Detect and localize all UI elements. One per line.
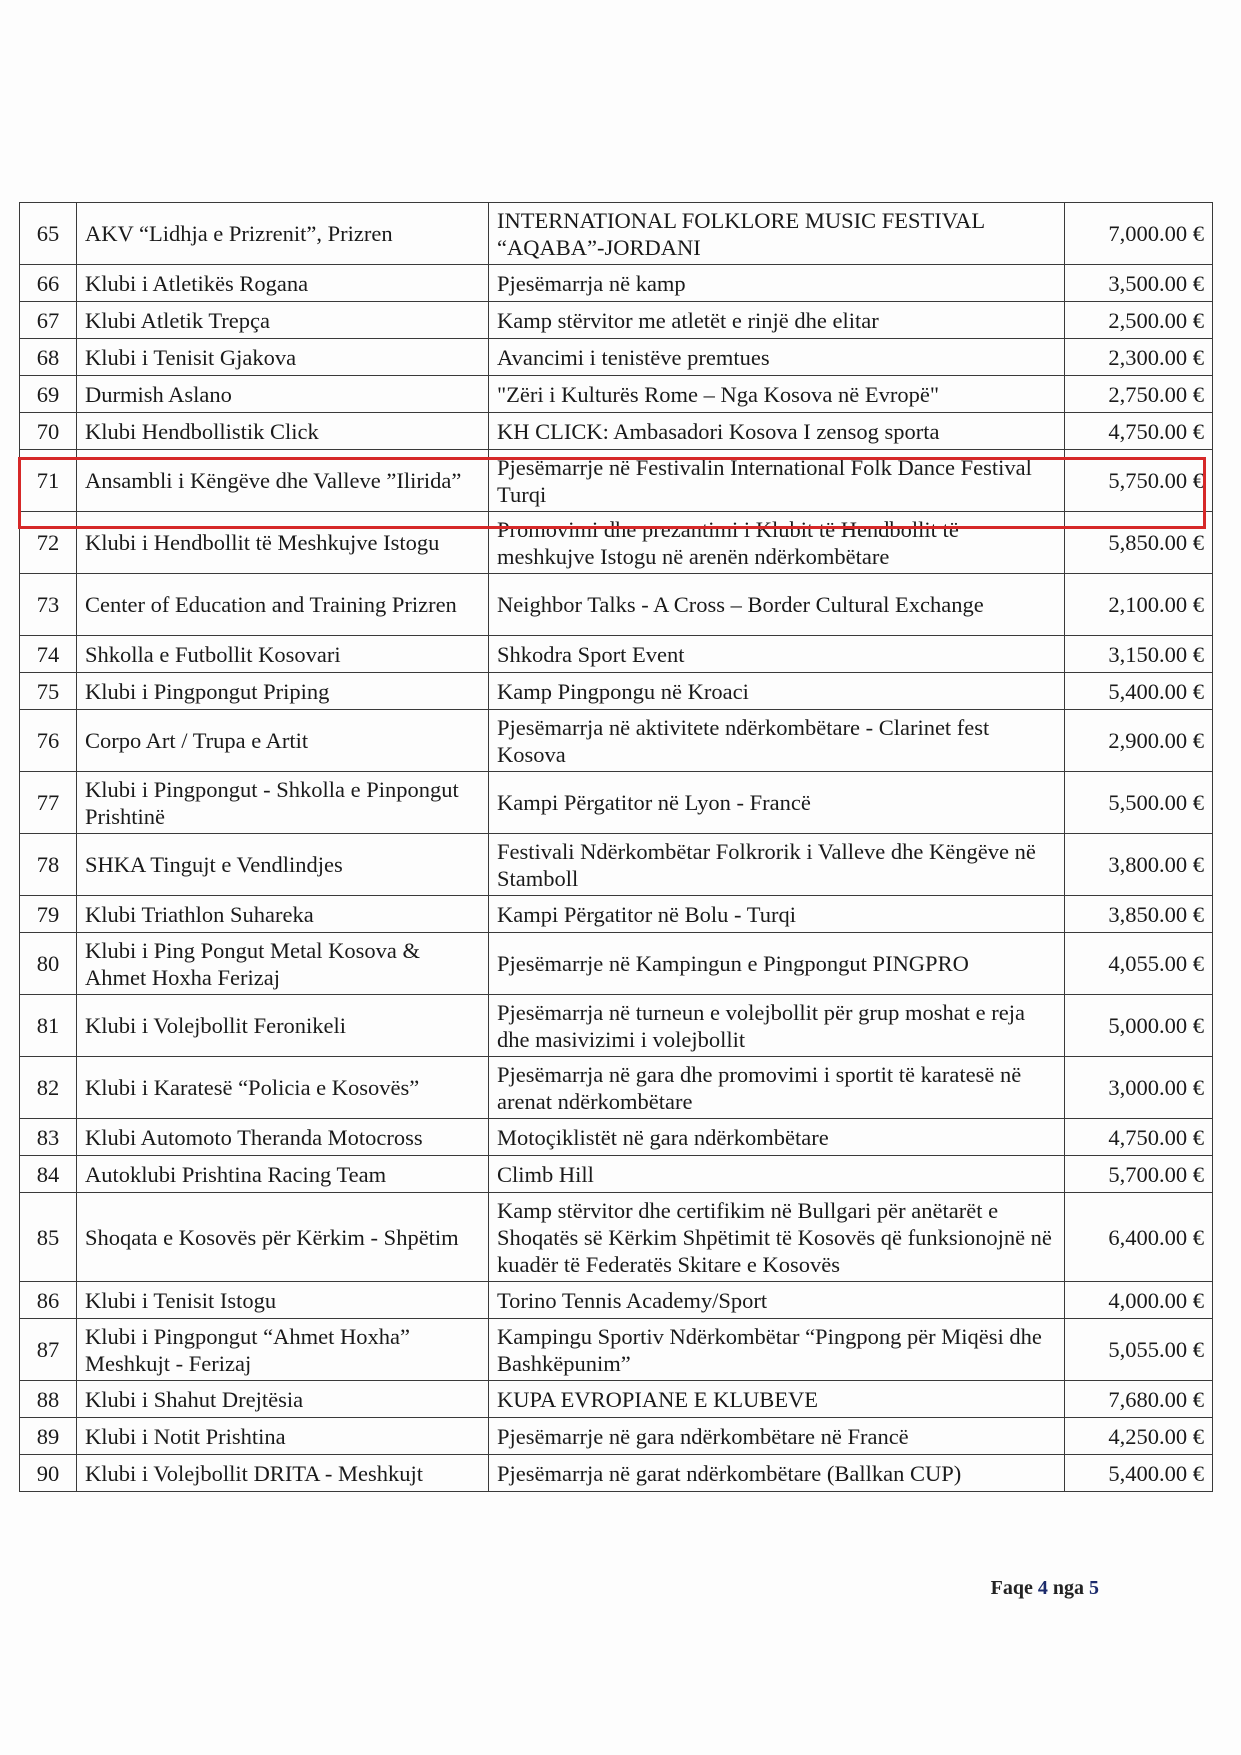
- organization-name: Klubi Triathlon Suhareka: [77, 896, 489, 933]
- amount: 4,750.00 €: [1065, 413, 1213, 450]
- activity-description: Kamp stërvitor me atletët e rinjë dhe elitar: [489, 302, 1065, 339]
- table-row: [20, 302, 1213, 339]
- amount: 3,800.00 €: [1065, 834, 1213, 896]
- table-row: [20, 1156, 1213, 1193]
- activity-description: Pjesëmarrje në Festivalin International Folk Dance Festival Turqi: [489, 450, 1065, 512]
- amount: 5,850.00 €: [1065, 512, 1213, 574]
- organization-name: Shoqata e Kosovës për Kërkim - Shpëtim: [77, 1193, 489, 1282]
- amount: 2,500.00 €: [1065, 302, 1213, 339]
- table-row: [20, 376, 1213, 413]
- organization-name: Center of Education and Training Prizren: [77, 574, 489, 636]
- activity-description: Kamp Pingpongu në Kroaci: [489, 673, 1065, 710]
- amount: 2,750.00 €: [1065, 376, 1213, 413]
- table-row: [20, 1057, 1213, 1119]
- table-row: [20, 710, 1213, 772]
- organization-name: Shkolla e Futbollit Kosovari: [77, 636, 489, 673]
- row-number: 77: [20, 772, 77, 834]
- row-number: 84: [20, 1156, 77, 1193]
- table-row: [20, 265, 1213, 302]
- organization-name: Klubi i Hendbollit të Meshkujve Istogu: [77, 512, 489, 574]
- row-number: 70: [20, 413, 77, 450]
- table-row: [20, 574, 1213, 636]
- table-row: [20, 1193, 1213, 1282]
- row-number: 88: [20, 1381, 77, 1418]
- row-number: 86: [20, 1282, 77, 1319]
- row-number: 71: [20, 450, 77, 512]
- table-row: [20, 772, 1213, 834]
- organization-name: Klubi i Tenisit Istogu: [77, 1282, 489, 1319]
- organization-name: Ansambli i Këngëve dhe Valleve ”Ilirida”: [77, 450, 489, 512]
- table-row: [20, 636, 1213, 673]
- organization-name: Klubi i Pingpongut - Shkolla e Pinpongut Prishtinë: [77, 772, 489, 834]
- amount: 3,500.00 €: [1065, 265, 1213, 302]
- activity-description: Shkodra Sport Event: [489, 636, 1065, 673]
- row-number: 69: [20, 376, 77, 413]
- organization-name: Klubi Atletik Trepça: [77, 302, 489, 339]
- row-number: 76: [20, 710, 77, 772]
- amount: 5,400.00 €: [1065, 673, 1213, 710]
- table-row: [20, 339, 1213, 376]
- activity-description: Kamp stërvitor dhe certifikim në Bullgari për anëtarët e Shoqatës së Kërkim Shpëtimit të Kosovës që funksionojnë në kuadër të Federatës Skitare e Kosovës: [489, 1193, 1065, 1282]
- table-row-highlighted: [20, 450, 1213, 512]
- activity-description: Pjesëmarrja në turneun e volejbollit për grup moshat e reja dhe masivizimi i volejbollit: [489, 995, 1065, 1057]
- footer-page-number: 4: [1037, 1577, 1048, 1599]
- activity-description: INTERNATIONAL FOLKLORE MUSIC FESTIVAL “AQABA”-JORDANI: [489, 203, 1065, 265]
- activity-description: Motoçiklistët në gara ndërkombëtare: [489, 1119, 1065, 1156]
- amount: 5,000.00 €: [1065, 995, 1213, 1057]
- amount: 5,055.00 €: [1065, 1319, 1213, 1381]
- table-row: [20, 203, 1213, 265]
- activity-description: Climb Hill: [489, 1156, 1065, 1193]
- row-number: 72: [20, 512, 77, 574]
- activity-description: Pjesëmarrja në gara dhe promovimi i sportit të karatesë në arenat ndërkombëtare: [489, 1057, 1065, 1119]
- activity-description: Torino Tennis Academy/Sport: [489, 1282, 1065, 1319]
- row-number: 66: [20, 265, 77, 302]
- amount: 3,000.00 €: [1065, 1057, 1213, 1119]
- amount: 5,750.00 €: [1065, 450, 1213, 512]
- organization-name: Klubi i Pingpongut “Ahmet Hoxha” Meshkujt - Ferizaj: [77, 1319, 489, 1381]
- table-row: [20, 1282, 1213, 1319]
- activity-description: "Zëri i Kulturës Rome – Nga Kosova në Evropë": [489, 376, 1065, 413]
- activity-description: KH CLICK: Ambasadori Kosova I zensog sporta: [489, 413, 1065, 450]
- row-number: 79: [20, 896, 77, 933]
- page-footer: [991, 1577, 1099, 1600]
- row-number: 74: [20, 636, 77, 673]
- row-number: 78: [20, 834, 77, 896]
- row-number: 87: [20, 1319, 77, 1381]
- amount: 6,400.00 €: [1065, 1193, 1213, 1282]
- row-number: 65: [20, 203, 77, 265]
- activity-description: Kampingu Sportiv Ndërkombëtar “Pingpong për Miqësi dhe Bashkëpunim”: [489, 1319, 1065, 1381]
- amount: 4,000.00 €: [1065, 1282, 1213, 1319]
- amount: 4,750.00 €: [1065, 1119, 1213, 1156]
- row-number: 89: [20, 1418, 77, 1455]
- organization-name: Klubi Hendbollistik Click: [77, 413, 489, 450]
- organization-name: Klubi i Volejbollit Feronikeli: [77, 995, 489, 1057]
- amount: 7,680.00 €: [1065, 1381, 1213, 1418]
- row-number: 80: [20, 933, 77, 995]
- organization-name: Klubi i Pingpongut Priping: [77, 673, 489, 710]
- amount: 4,055.00 €: [1065, 933, 1213, 995]
- amount: 5,700.00 €: [1065, 1156, 1213, 1193]
- amount: 3,150.00 €: [1065, 636, 1213, 673]
- amount: 4,250.00 €: [1065, 1418, 1213, 1455]
- row-number: 75: [20, 673, 77, 710]
- amount: 2,300.00 €: [1065, 339, 1213, 376]
- row-number: 68: [20, 339, 77, 376]
- row-number: 67: [20, 302, 77, 339]
- amount: 5,400.00 €: [1065, 1455, 1213, 1492]
- table-row: [20, 512, 1213, 574]
- organization-name: Klubi i Karatesë “Policia e Kosovës”: [77, 1057, 489, 1119]
- organization-name: AKV “Lidhja e Prizrenit”, Prizren: [77, 203, 489, 265]
- activity-description: Pjesëmarrja në kamp: [489, 265, 1065, 302]
- table-row: [20, 933, 1213, 995]
- organization-name: Corpo Art / Trupa e Artit: [77, 710, 489, 772]
- table-row: [20, 673, 1213, 710]
- activity-description: Promovimi dhe prezantimi i Klubit të Hendbollit të meshkujve Istogu në arenën ndërkombëtare: [489, 512, 1065, 574]
- footer-faqe-label: Faqe: [990, 1577, 1033, 1599]
- organization-name: Klubi i Ping Pongut Metal Kosova & Ahmet Hoxha Ferizaj: [77, 933, 489, 995]
- footer-nga-label: nga: [1052, 1577, 1084, 1599]
- amount: 2,100.00 €: [1065, 574, 1213, 636]
- activity-description: Neighbor Talks - A Cross – Border Cultural Exchange: [489, 574, 1065, 636]
- amount: 3,850.00 €: [1065, 896, 1213, 933]
- organization-name: Klubi i Shahut Drejtësia: [77, 1381, 489, 1418]
- organization-name: Klubi Automoto Theranda Motocross: [77, 1119, 489, 1156]
- amount: 5,500.00 €: [1065, 772, 1213, 834]
- activity-description: Avancimi i tenistëve premtues: [489, 339, 1065, 376]
- table-row: [20, 1381, 1213, 1418]
- activity-description: Pjesëmarrja në aktivitete ndërkombëtare - Clarinet fest Kosova: [489, 710, 1065, 772]
- table-row: [20, 995, 1213, 1057]
- activity-description: Festivali Ndërkombëtar Folkrorik i Valleve dhe Këngëve në Stamboll: [489, 834, 1065, 896]
- organization-name: Klubi i Atletikës Rogana: [77, 265, 489, 302]
- activity-description: Pjesëmarrje në Kampingun e Pingpongut PINGPRO: [489, 933, 1065, 995]
- table-row: [20, 1455, 1213, 1492]
- table-row: [20, 1418, 1213, 1455]
- organization-name: Klubi i Tenisit Gjakova: [77, 339, 489, 376]
- organization-name: Klubi i Volejbollit DRITA - Meshkujt: [77, 1455, 489, 1492]
- row-number: 85: [20, 1193, 77, 1282]
- amount: 2,900.00 €: [1065, 710, 1213, 772]
- organization-name: Autoklubi Prishtina Racing Team: [77, 1156, 489, 1193]
- activity-description: Pjesëmarrje në gara ndërkombëtare në Francë: [489, 1418, 1065, 1455]
- activity-description: KUPA EVROPIANE E KLUBEVE: [489, 1381, 1065, 1418]
- activity-description: Pjesëmarrja në garat ndërkombëtare (Ballkan CUP): [489, 1455, 1065, 1492]
- row-number: 73: [20, 574, 77, 636]
- grants-table: [19, 202, 1213, 1492]
- row-number: 82: [20, 1057, 77, 1119]
- activity-description: Kampi Përgatitor në Lyon - Francë: [489, 772, 1065, 834]
- row-number: 81: [20, 995, 77, 1057]
- organization-name: Durmish Aslano: [77, 376, 489, 413]
- organization-name: SHKA Tingujt e Vendlindjes: [77, 834, 489, 896]
- table-row: [20, 1319, 1213, 1381]
- table-row: [20, 896, 1213, 933]
- amount: 7,000.00 €: [1065, 203, 1213, 265]
- table-row: [20, 834, 1213, 896]
- activity-description: Kampi Përgatitor në Bolu - Turqi: [489, 896, 1065, 933]
- organization-name: Klubi i Notit Prishtina: [77, 1418, 489, 1455]
- table-row: [20, 413, 1213, 450]
- grants-table-body: [20, 203, 1213, 1492]
- row-number: 83: [20, 1119, 77, 1156]
- table-row: [20, 1119, 1213, 1156]
- row-number: 90: [20, 1455, 77, 1492]
- footer-total-pages: 5: [1089, 1577, 1099, 1599]
